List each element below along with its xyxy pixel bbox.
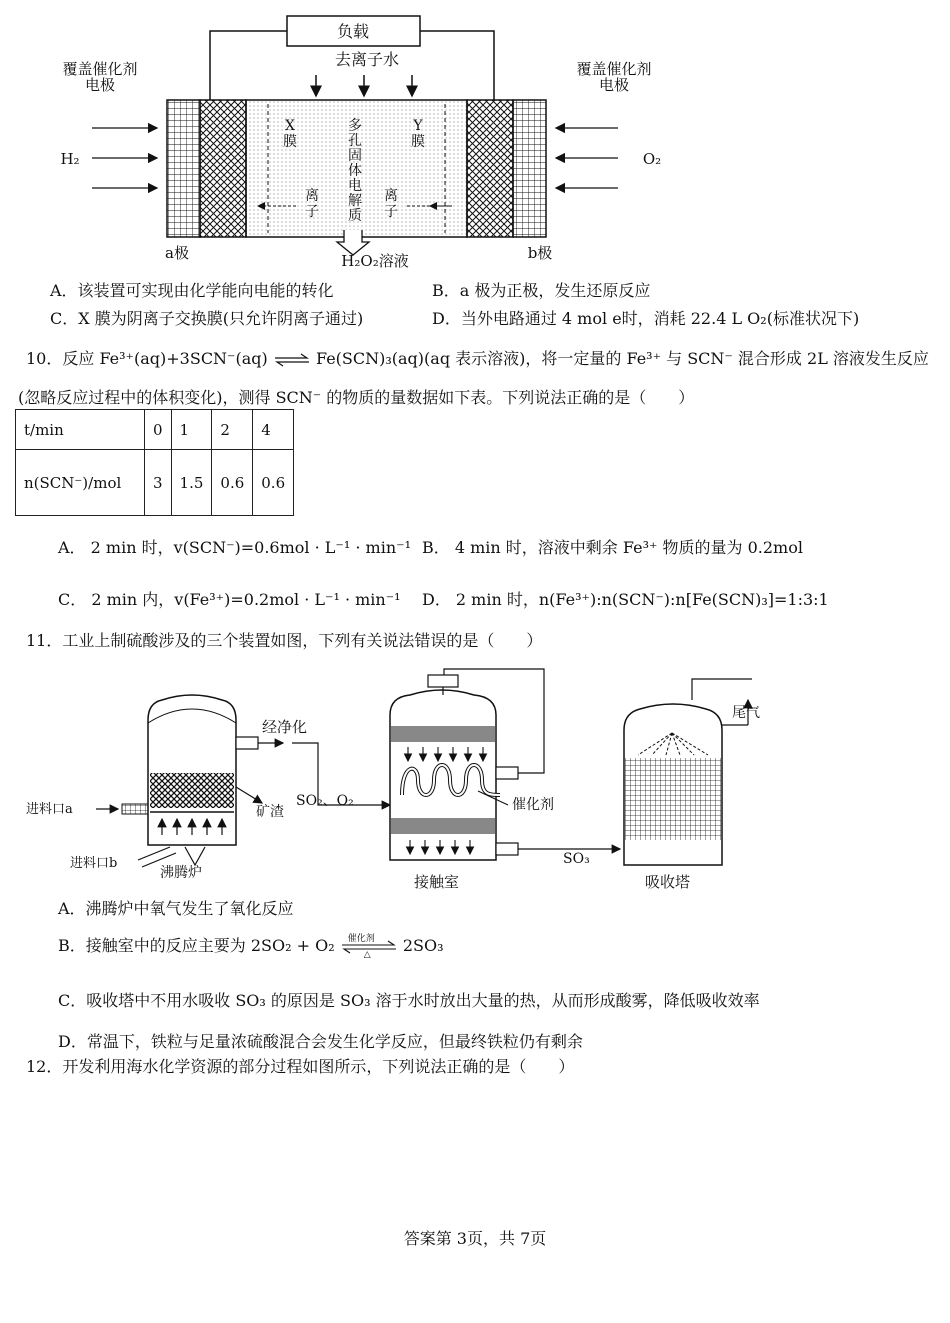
q10-stem-line1 [26, 346, 929, 369]
electrolyte-label [348, 118, 362, 224]
q10-stem-line2: (忽略反应过程中的体积变化)，测得 SCN⁻ 的物质的量数据如下表。下列说法正确的是（ ） [18, 388, 695, 407]
table-cell: 2 [212, 410, 253, 450]
contact-chamber [390, 675, 518, 860]
reversible-arrow-icon [340, 933, 398, 960]
y-membrane-label-1: Y [413, 118, 423, 134]
catalyst-label: 催化剂 [512, 797, 554, 813]
table-cell: 1 [171, 410, 212, 450]
ion-left-1: 离 [305, 188, 319, 204]
q9-option-d[interactable]: D．当外电路通过 4 mol e时，消耗 22.4 L O₂(标准状况下) [432, 309, 860, 328]
table-cell: 4 [253, 410, 294, 450]
h2-label: H₂ [60, 150, 80, 168]
q12-stem: 12．开发利用海水化学资源的部分过程如图所示，下列说法正确的是（ ） [26, 1057, 575, 1076]
table-cell: n(SCN⁻)/mol [16, 450, 145, 516]
furnace-label: 沸腾炉 [160, 865, 202, 881]
fuel-cell-diagram [0, 0, 950, 275]
table-header-row [16, 410, 294, 450]
ion-left-2: 子 [305, 204, 319, 220]
x-membrane-label-2: 膜 [283, 134, 297, 150]
table-cell: t/min [16, 410, 145, 450]
q10-stem-part-a: 10．反应 Fe³⁺(aq)+3SCN⁻(aq) [26, 349, 268, 368]
left-electrode-label-1: 覆盖催化剂 [62, 60, 138, 78]
q11-option-b-text: B．接触室中的反应主要为 [58, 936, 246, 955]
condition-top: 催化剂 [347, 933, 375, 944]
q10-data-table [15, 409, 294, 516]
a-pole-label: a极 [165, 244, 189, 262]
q11-option-a[interactable]: A．沸腾炉中氧气发生了氧化反应 [58, 899, 294, 918]
slag-label: 矿渣 [256, 804, 284, 820]
svg-text:解: 解 [348, 193, 362, 209]
contact-chamber-label: 接触室 [414, 873, 460, 891]
q11-option-c[interactable]: C．吸收塔中不用水吸收 SO₃ 的原因是 SO₃ 溶于水时放出大量的热，从而形成酸雾，降低吸收效率 [58, 991, 760, 1010]
left-electrode-catalyst [200, 100, 246, 237]
q11-option-b-eq-right: 2SO₃ [402, 936, 444, 955]
right-electrode-catalyst [467, 100, 513, 237]
absorber-label: 吸收塔 [645, 873, 691, 891]
q11-option-b-eq-left: 2SO₂ + O₂ [250, 936, 335, 955]
svg-text:质: 质 [348, 208, 362, 224]
svg-text:电: 电 [348, 178, 362, 194]
right-electrode-grid [513, 100, 546, 237]
table-cell: 0 [145, 410, 172, 450]
right-electrode-label-2: 电极 [598, 76, 630, 94]
table-cell: 0.6 [253, 450, 294, 516]
q9-option-b[interactable]: B．a 极为正极，发生还原反应 [432, 281, 651, 300]
right-electrode-label-1: 覆盖催化剂 [576, 60, 652, 78]
so2-o2-label: SO₂、O₂ [296, 793, 354, 809]
q10-stem-part-b: Fe(SCN)₃(aq)(aq 表示溶液)，将一定量的 Fe³⁺ 与 SCN⁻ 混合形成 2L 溶液发生反应 [315, 349, 929, 368]
page-footer: 答案第 3页，共 7页 [403, 1229, 547, 1248]
purify-label: 经净化 [262, 718, 308, 736]
table-cell: 1.5 [171, 450, 212, 516]
y-membrane-label-2: 膜 [411, 134, 425, 150]
q9-option-a[interactable]: A．该装置可实现由化学能向电能的转化 [50, 281, 334, 300]
q10-option-a[interactable]: A． 2 min 时，v(SCN⁻)=0.6mol · L⁻¹ · min⁻¹ [58, 538, 411, 557]
table-cell: 3 [145, 450, 172, 516]
q10-option-d[interactable]: D． 2 min 时，n(Fe³⁺):n(SCN⁻):n[Fe(SCN)₃]=1:3:1 [422, 590, 829, 609]
condition-bottom: △ [363, 949, 371, 960]
q11-stem: 11．工业上制硫酸涉及的三个装置如图，下列有关说法错误的是（ ） [26, 631, 543, 650]
o2-label: O₂ [642, 150, 662, 168]
x-membrane-label-1: X [285, 118, 295, 134]
tail-gas-label: 尾气 [732, 705, 760, 721]
left-electrode-grid [167, 100, 200, 237]
table-row [16, 450, 294, 516]
q10-option-c[interactable]: C． 2 min 内，v(Fe³⁺)=0.2mol · L⁻¹ · min⁻¹ [58, 590, 401, 609]
q11-option-d[interactable]: D．常温下，铁粒与足量浓硫酸混合会发生化学反应，但最终铁粒仍有剩余 [58, 1032, 583, 1051]
left-electrode-label-2: 电极 [84, 76, 116, 94]
water-in-label: 去离子水 [334, 50, 400, 69]
svg-text:固: 固 [348, 148, 362, 164]
ion-right-1: 离 [384, 188, 398, 204]
equilibrium-arrow-icon [273, 353, 311, 367]
b-pole-label: b极 [527, 244, 553, 262]
q9-option-c[interactable]: C．X 膜为阴离子交换膜(只允许阴离子通过) [50, 309, 364, 328]
feed-b-label: 进料口b [70, 856, 118, 871]
product-label: H₂O₂溶液 [341, 252, 409, 270]
boiling-furnace [122, 695, 262, 867]
ion-right-2: 子 [384, 204, 398, 220]
q10-option-b[interactable]: B． 4 min 时，溶液中剩余 Fe³⁺ 物质的量为 0.2mol [422, 538, 803, 557]
so3-label: SO₃ [563, 851, 590, 867]
feed-a-label: 进料口a [26, 802, 73, 817]
svg-text:孔: 孔 [348, 133, 362, 149]
sulfuric-acid-process-diagram [0, 655, 950, 895]
load-label: 负载 [336, 22, 370, 41]
table-cell: 0.6 [212, 450, 253, 516]
svg-text:多: 多 [348, 118, 362, 134]
svg-text:体: 体 [348, 163, 362, 179]
q11-option-b[interactable] [58, 933, 444, 958]
